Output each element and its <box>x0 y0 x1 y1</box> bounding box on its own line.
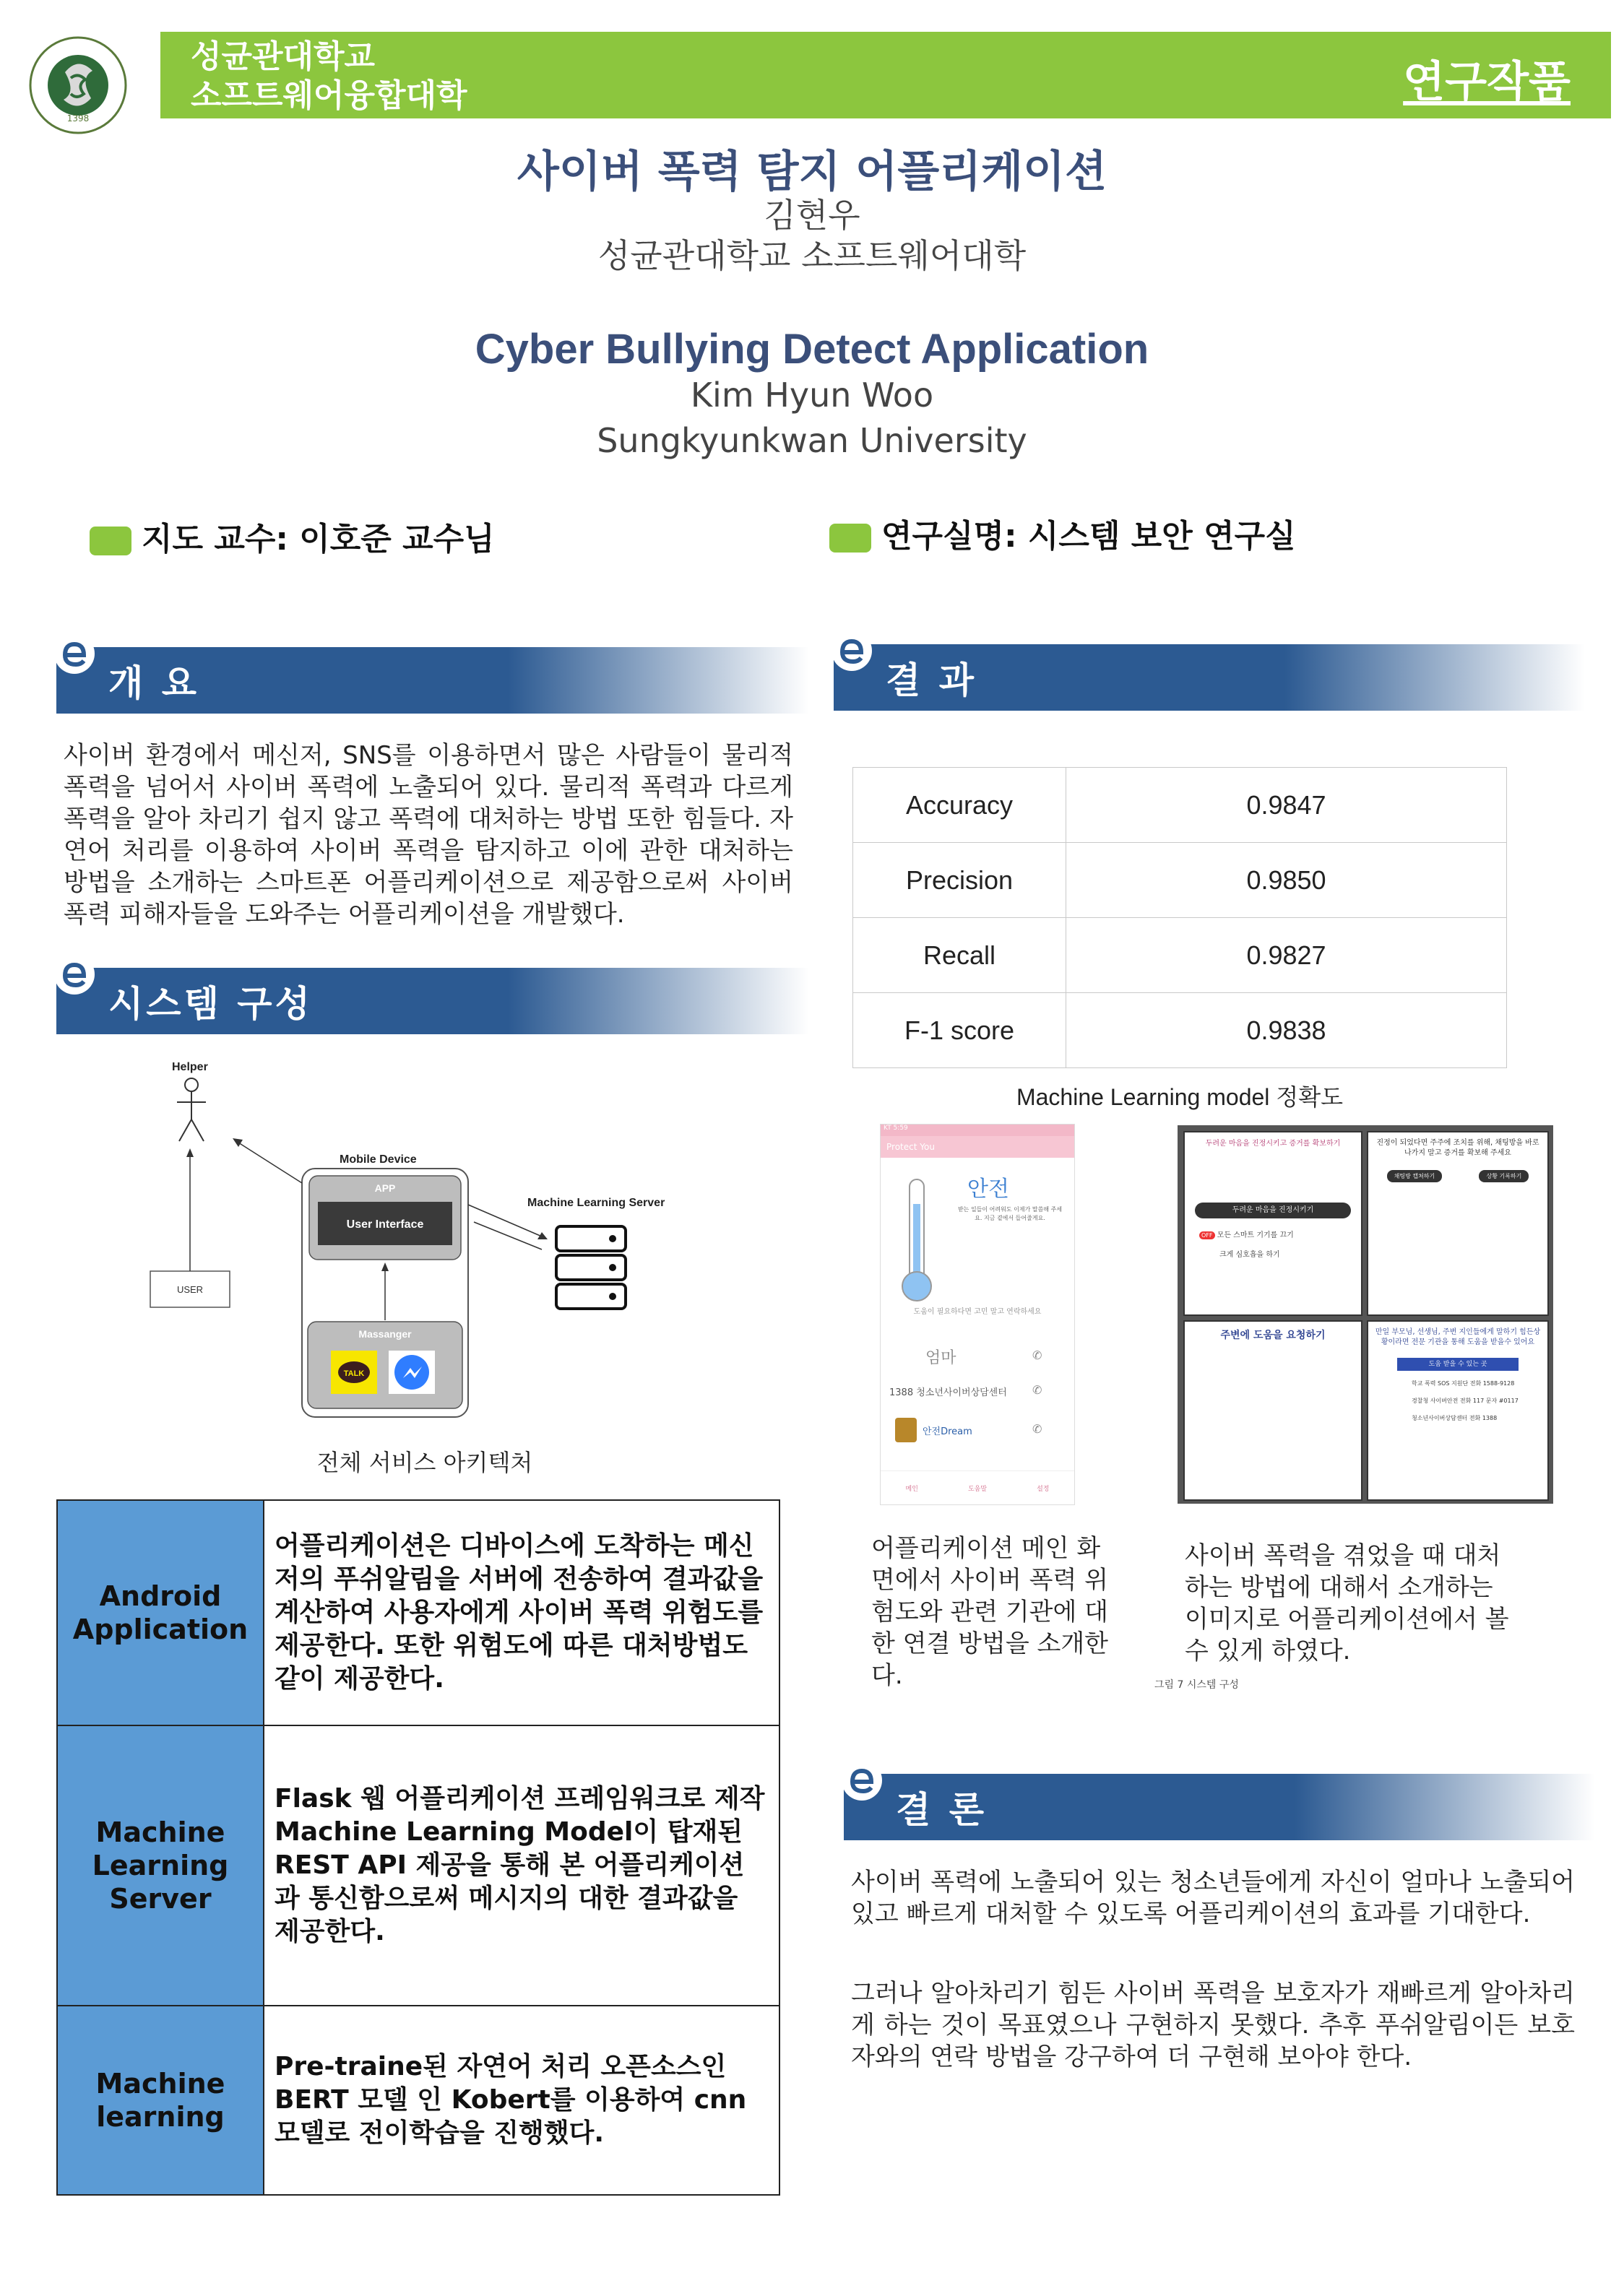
tile3-title: 주변에 도움을 요청하기 <box>1220 1330 1326 1341</box>
metric-row <box>853 768 1507 843</box>
author-korean: 김현우 <box>764 196 860 235</box>
component-row <box>57 1725 779 2006</box>
section-overview-title: 개 요 <box>108 662 200 704</box>
section-system-title: 시스템 구성 <box>108 983 313 1025</box>
metric-value: 0.9838 <box>1066 993 1507 1068</box>
section-overview-bar <box>56 647 809 714</box>
metric-value: 0.9827 <box>1066 918 1507 993</box>
phone-status-bar: KT 5:59 <box>881 1125 1074 1136</box>
tile1-row1: 모든 스마트 기기를 끄기 <box>1217 1231 1294 1239</box>
component-desc: Pre-traine된 자연어 처리 오픈소스인 BERT 모델 인 Kobert를 이용하여 cnn 모델로 전이학습을 진행했다. <box>264 2006 779 2195</box>
metric-name: Precision <box>853 843 1066 918</box>
logo-year: 1398 <box>66 113 90 124</box>
green-bullet-icon <box>829 524 871 553</box>
school-name-line2: 소프트웨어융합대학 <box>191 77 467 114</box>
guide-tile-1 <box>1183 1131 1362 1316</box>
guide-caption: 사이버 폭력을 겪었을 때 대처하는 방법에 대해서 소개하는 이미지로 어플리케이션에서 볼 수 있게 하였다. <box>1185 1541 1509 1665</box>
user-interface-label: User Interface <box>346 1218 424 1231</box>
metric-row <box>853 993 1507 1068</box>
metric-name: F-1 score <box>853 993 1066 1068</box>
section-system-bar <box>56 968 809 1034</box>
tile2-btn2[interactable]: 상황 기록하기 <box>1479 1170 1529 1182</box>
title-english: Cyber Bullying Detect Application <box>475 326 1149 373</box>
tile2-btn1[interactable]: 채팅방 캡쳐하기 <box>1387 1170 1443 1182</box>
contact-item[interactable]: 엄마 <box>925 1349 956 1367</box>
component-desc: Flask 웹 어플리케이션 프레임워크로 제작 Machine Learning Model이 탑재된 REST API 제공을 통해 본 어플리케이션과 통신함으로써 메시지의 대한 결과값을 제공한다. <box>264 1725 779 2006</box>
advisor-info <box>90 513 495 559</box>
component-name: Android Application <box>57 1500 264 1725</box>
nav-tab-settings[interactable]: 설정 <box>1037 1485 1050 1493</box>
tile1-title: 두려운 마음을 진정시키고 증거를 확보하기 <box>1205 1140 1341 1148</box>
advisor-text: 지도 교수: 이호준 교수님 <box>142 521 495 558</box>
architecture-diagram <box>137 1054 701 1430</box>
title-korean: 사이버 폭력 탐지 어플리케이션 <box>517 147 1107 197</box>
component-desc: 어플리케이션은 디바이스에 도착하는 메신저의 푸쉬알림을 서버에 전송하여 결과값을 계산하여 사용자에게 사이버 폭력 위험도를 제공한다. 또한 위험도에 따른 대처방법도 같이 제공한다. <box>264 1500 779 1725</box>
help-line: 도움이 필요하다면 고민 말고 연락하세요 <box>913 1308 1042 1316</box>
police-badge-icon <box>895 1418 917 1442</box>
component-row <box>57 1500 779 1725</box>
tile4-line3: 청소년사이버상담센터 전화 1388 <box>1412 1415 1498 1421</box>
lab-info <box>829 510 1296 556</box>
nav-tab-main[interactable]: 메인 <box>905 1485 918 1493</box>
tile4-line1: 학교 폭력 SOS 지원단 전화 1588-9128 <box>1412 1380 1515 1387</box>
guide-collage <box>1178 1125 1553 1504</box>
messenger-label: Massanger <box>358 1328 412 1340</box>
tile4-button[interactable]: 도움 받을 수 있는 곳 <box>1397 1358 1519 1371</box>
green-bullet-icon <box>90 527 131 555</box>
e-logo-icon <box>52 952 97 997</box>
app-label: APP <box>374 1182 396 1194</box>
helper-actor-icon <box>177 1078 206 1141</box>
section-conclusion-bar <box>844 1774 1595 1840</box>
nav-tab-help[interactable]: 도움말 <box>967 1485 988 1493</box>
guide-tile-3 <box>1183 1320 1362 1501</box>
component-table <box>56 1499 780 2196</box>
tile4-line2: 경찰청 사이버안전 전화 117 문자 #0117 <box>1412 1398 1519 1404</box>
school-name <box>191 38 467 116</box>
helper-label: Helper <box>172 1061 208 1073</box>
e-logo-icon <box>52 631 97 676</box>
phone-bottom-nav <box>881 1470 1074 1504</box>
tile1-button[interactable]: 두려운 마음을 진정시키기 <box>1195 1203 1351 1218</box>
section-results-bar <box>834 644 1585 711</box>
tile1-row2: 크게 심호흡을 하기 <box>1219 1251 1280 1259</box>
app-main-screenshot <box>880 1124 1075 1505</box>
metric-value: 0.9850 <box>1066 843 1507 918</box>
category-badge: 연구작품 <box>1403 57 1571 108</box>
conclusion-paragraph-2: 그러나 알아차리기 힘든 사이버 폭력을 보호자가 재빠르게 알아차리게 하는 것이 목표였으나 구현하지 못했다. 추후 푸쉬알림이든 보호자와의 연락 방법을 강구하여 더 구현해 보아야 한다. <box>851 1979 1575 2071</box>
phone-icon[interactable]: ✆ <box>1032 1422 1042 1436</box>
metric-value: 0.9847 <box>1066 768 1507 843</box>
metrics-table <box>852 767 1507 1068</box>
tile4-title: 만일 부모님, 선생님, 주변 지인들에게 말하기 힘든상황이라면 전문 기관을 통해 도움을 받을수 있어요 <box>1375 1328 1541 1346</box>
affiliation-english: Sungkyunkwan University <box>597 421 1027 460</box>
mobile-device-label: Mobile Device <box>340 1153 417 1166</box>
section-results-title: 결 과 <box>886 659 977 701</box>
user-label: USER <box>176 1284 204 1295</box>
university-logo <box>27 35 129 136</box>
lab-text: 연구실명: 시스템 보안 연구실 <box>881 518 1296 555</box>
contact-item[interactable]: 1388 청소년사이버상담센터 <box>889 1387 1007 1398</box>
architecture-caption: 전체 서비스 아키텍처 <box>316 1449 533 1476</box>
author-english: Kim Hyun Woo <box>690 376 934 415</box>
header-bar <box>160 32 1611 118</box>
guide-tile-4 <box>1367 1320 1549 1501</box>
metric-name: Accuracy <box>853 768 1066 843</box>
phone-app-bar: Protect You <box>881 1136 1074 1158</box>
phone-icon[interactable]: ✆ <box>1032 1383 1042 1397</box>
tile2-title: 진정이 되었다면 주주에 조치를 위해, 채팅방을 바로 나가지 말고 증거를 확보해 주세요 <box>1376 1139 1539 1157</box>
safety-note: 받는 일들이 어려워도 이제가 말씀해 주세요. 지금 곁에서 들어줄게요. <box>957 1206 1063 1221</box>
school-name-line1: 성균관대학교 <box>191 38 376 75</box>
conclusion-paragraph-1: 사이버 폭력에 노출되어 있는 청소년들에게 자신이 얼마나 노출되어 있고 빠르게 대처할 수 있도록 어플리케이션의 효과를 기대한다. <box>851 1868 1575 1928</box>
metric-row <box>853 843 1507 918</box>
affiliation-korean: 성균관대학교 소프트웨어대학 <box>597 236 1027 275</box>
main-screen-caption: 어플리케이션 메인 화면에서 사이버 폭력 위험도와 관련 기관에 대한 연결 방법을 소개한다. <box>871 1534 1109 1690</box>
overview-text: 사이버 환경에서 메신저, SNS를 이용하면서 많은 사람들이 물리적 폭력을 넘어서 사이버 폭력에 노출되어 있다. 물리적 폭력과 다르게 폭력을 알아 차리기 쉽지 않고 폭력에 대처하는 방법 또한 힘들다. 자연어 처리를 이용하여 사이버 폭력을 탐지하고 이에 관한 대처하는 방법을 소개하는 스마트폰 어플리케이션으로 제공함으로써 사이버 폭력 피해자들을 도와주는 어플리케이션을 개발했다. <box>64 741 793 929</box>
component-row <box>57 2006 779 2195</box>
guide-tile-2 <box>1367 1131 1549 1316</box>
metrics-caption: Machine Learning model 정확도 <box>1016 1084 1344 1110</box>
safety-status: 안전 <box>967 1177 1009 1202</box>
metric-name: Recall <box>853 918 1066 993</box>
contact-item[interactable]: 안전Dream <box>923 1426 972 1437</box>
metric-row <box>853 918 1507 993</box>
e-logo-icon <box>829 628 874 673</box>
section-conclusion-title: 결 론 <box>896 1789 988 1831</box>
off-toggle-icon: OFF <box>1199 1231 1215 1239</box>
kakaotalk-label: TALK <box>343 1369 365 1378</box>
component-name: Machine Learning Server <box>57 1725 264 2006</box>
phone-icon[interactable]: ✆ <box>1032 1348 1042 1362</box>
component-name: Machine learning <box>57 2006 264 2195</box>
e-logo-icon <box>839 1758 884 1803</box>
figure-label: 그림 7 시스템 구성 <box>1154 1679 1239 1691</box>
thermometer-icon <box>895 1175 938 1305</box>
ml-server-label: Machine Learning Server <box>527 1197 665 1209</box>
